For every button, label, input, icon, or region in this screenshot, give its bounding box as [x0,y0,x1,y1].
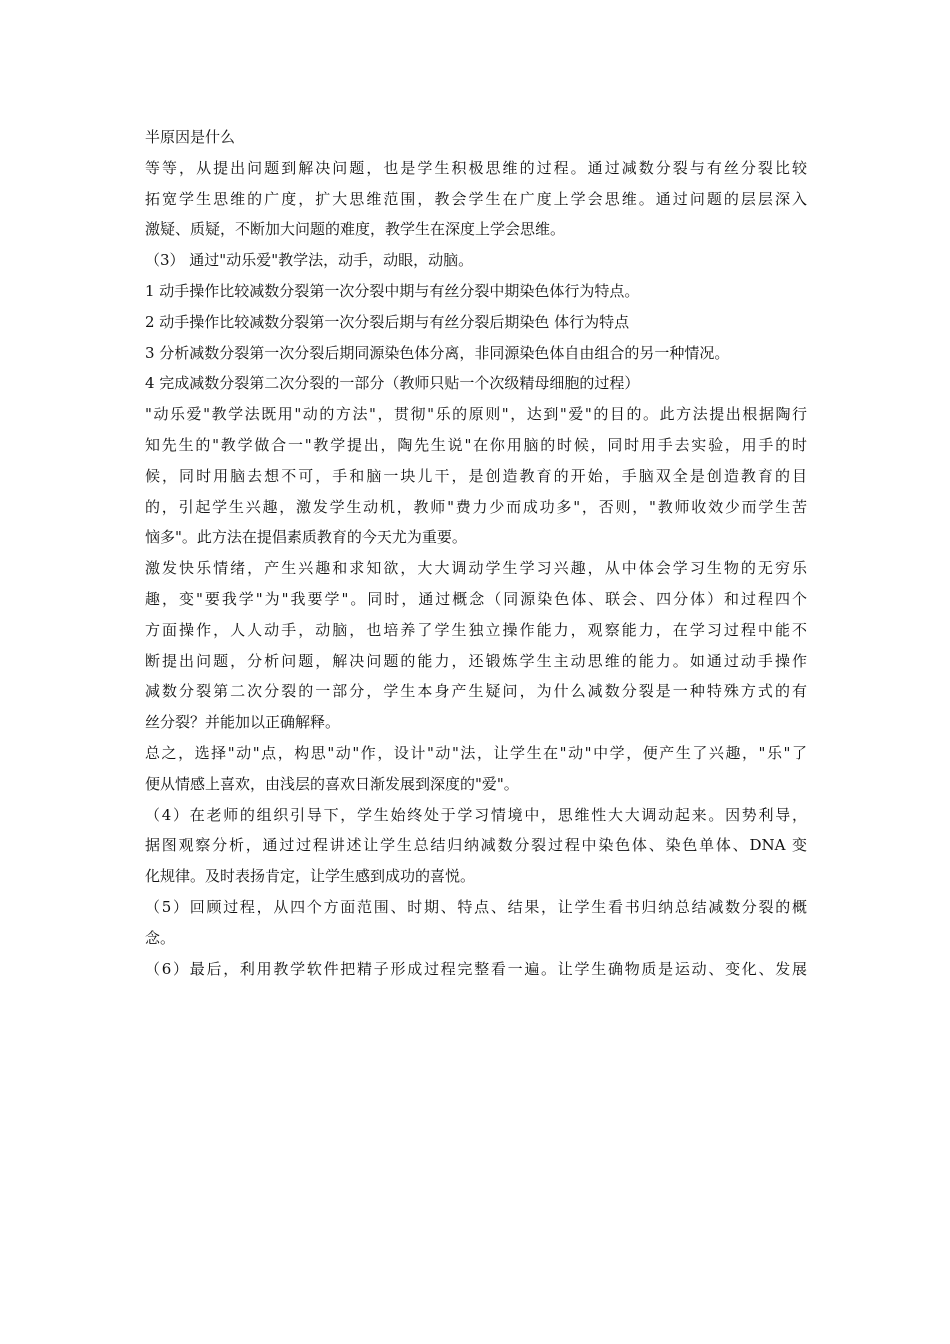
text-line: （5）回顾过程，从四个方面范围、时期、特点、结果，让学生看书归纳总结减数分裂的概 [145,897,807,916]
text-line: 总之，选择"动"点，构思"动"作，设计"动"法，让学生在"动"中学，便产生了兴趣，"乐"了 [145,743,807,762]
text-line: （3） 通过"动乐爱"教学法，动手，动眼，动脑。 [145,251,474,270]
text-line: 念。 [145,928,176,947]
text-line: 知先生的"教学做合一"教学提出，陶先生说"在你用脑的时候，同时用手去实验，用手的时 [145,435,807,454]
text-line: 便从情感上喜欢，由浅层的喜欢日渐发展到深度的"爱"。 [145,774,519,793]
text-line: 趣，变"要我学"为"我要学"。同时，通过概念（同源染色体、联会、四分体）和过程四个 [145,589,807,608]
text-line: 1 动手操作比较减数分裂第一次分裂中期与有丝分裂中期染色体行为特点。 [145,281,640,300]
text-line: 4 完成减数分裂第二次分裂的一部分（教师只贴一个次级精母细胞的过程） [145,374,640,393]
text-line: 化规律。及时表扬肯定，让学生感到成功的喜悦。 [145,867,476,886]
text-line: 据图观察分析，通过过程讲述让学生总结归纳减数分裂过程中染色体、染色单体、DNA 变 [145,836,807,855]
text-line: 断提出问题，分析问题，解决问题的能力，还锻炼学生主动思维的能力。如通过动手操作 [145,651,807,670]
text-line: 激疑、质疑，不断加大问题的难度，教学生在深度上学会思维。 [145,220,566,239]
text-line: 拓宽学生思维的广度，扩大思维范围，教会学生在广度上学会思维。通过问题的层层深入 [145,189,807,208]
text-line: 2 动手操作比较减数分裂第一次分裂后期与有丝分裂后期染色 体行为特点 [145,312,630,331]
text-line: 方面操作，人人动手，动脑，也培养了学生独立操作能力，观察能力，在学习过程中能不 [145,620,807,639]
text-line: 恼多"。此方法在提倡素质教育的今天尤为重要。 [145,528,467,547]
text-line: （4）在老师的组织引导下，学生始终处于学习情境中，思维性大大调动起来。因势利导， [145,805,807,824]
text-line: 激发快乐情绪，产生兴趣和求知欲，大大调动学生学习兴趣，从中体会学习生物的无穷乐 [145,559,807,578]
text-line: 等等，从提出问题到解决问题，也是学生积极思维的过程。通过减数分裂与有丝分裂比较 [145,158,807,177]
text-line: 候，同时用脑去想不可，手和脑一块儿干，是创造教育的开始，手脑双全是创造教育的目 [145,466,807,485]
text-line: 半原因是什么 [145,128,236,146]
text-line: 丝分裂？并能加以正确解释。 [145,713,341,732]
document-body [145,122,807,984]
text-line: "动乐爱"教学法既用"动的方法"，贯彻"乐的原则"，达到"爱"的目的。此方法提出根据陶行 [145,405,807,424]
text-line: 3 分析减数分裂第一次分裂后期同源染色体分离，非同源染色体自由组合的另一种情况。 [145,343,730,362]
text-line: 减数分裂第二次分裂的一部分，学生本身产生疑问，为什么减数分裂是一种特殊方式的有 [145,682,807,701]
text-line: 的，引起学生兴趣，激发学生动机，教师"费力少而成功多"，否则，"教师收效少而学生苦 [145,497,807,516]
text-line: （6）最后，利用教学软件把精子形成过程完整看一遍。让学生确物质是运动、变化、发展 [145,959,807,978]
